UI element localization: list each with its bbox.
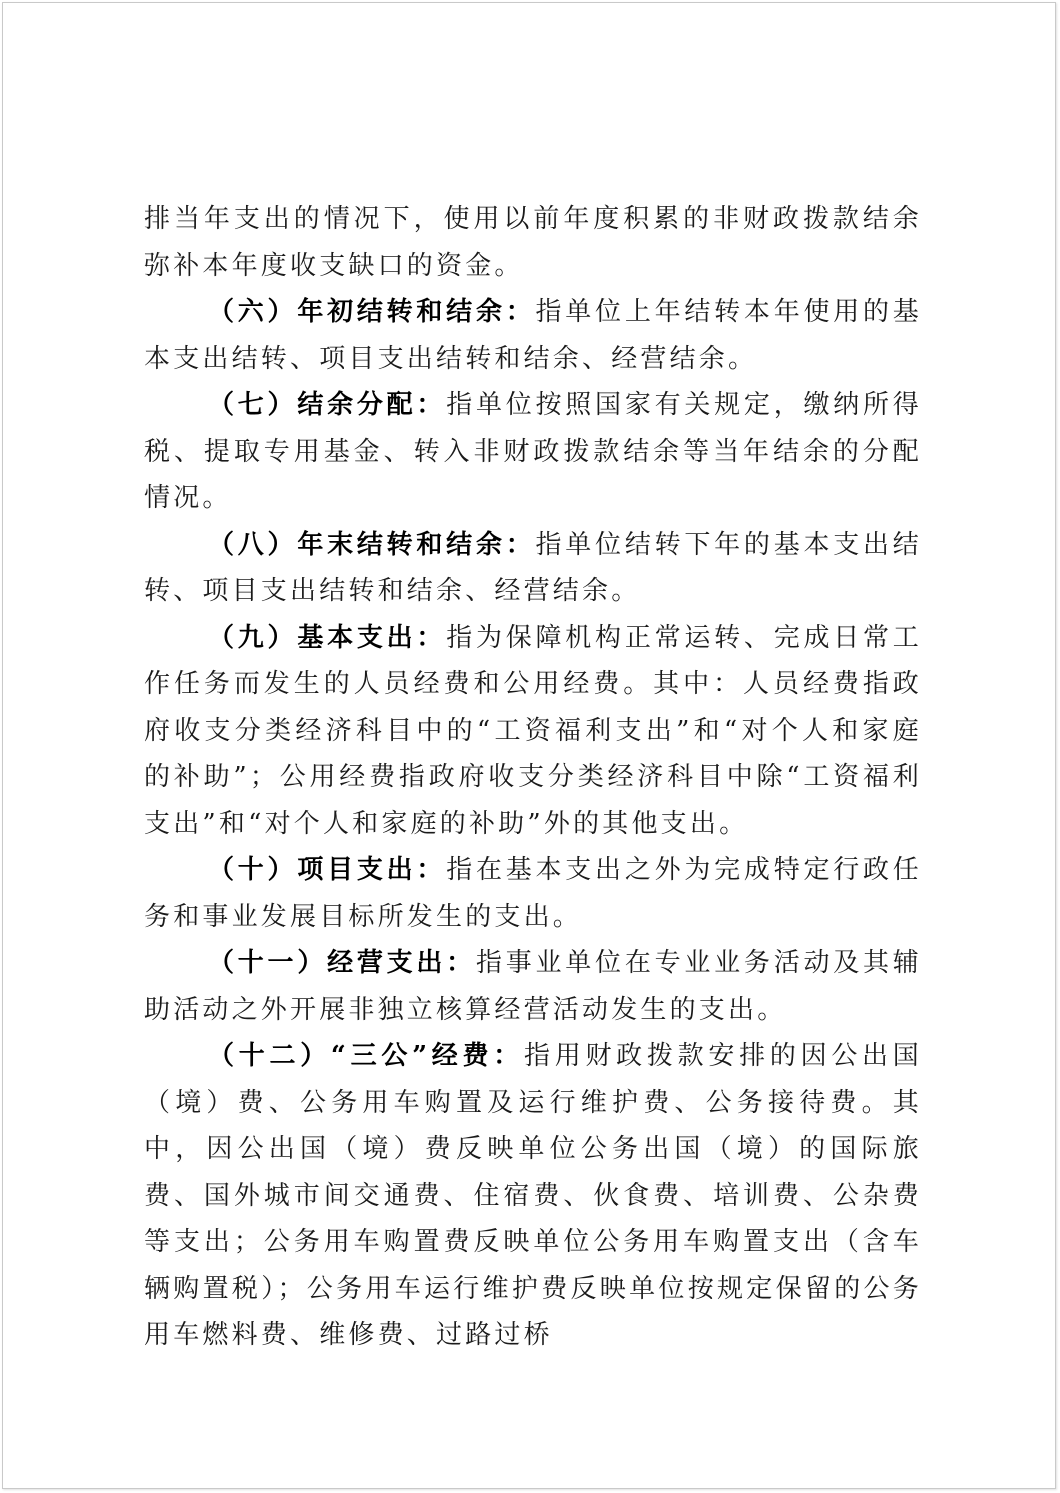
document-body [144,196,922,1359]
intro-text: 排当年支出的情况下，使用以前年度积累的非财政拨款结余弥补本年度收支缺口的资金。 [144,204,922,281]
intro-paragraph [144,196,922,289]
term-heading: （十）项目支出： [208,855,447,885]
paragraph-item-7 [144,382,922,522]
term-heading: （七）结余分配： [208,390,447,420]
term-definition: 指单位上年结转本年使用的基本支出结转、项目支出结转和结余、经营结余。 [144,297,922,374]
term-definition: 指单位按照国家有关规定，缴纳所得税、提取专用基金、转入非财政拨款结余等当年结余的分配情况。 [144,390,922,513]
term-definition: 指单位结转下年的基本支出结转、项目支出结转和结余、经营结余。 [144,529,922,606]
paragraph-item-10 [144,847,922,940]
paragraph-item-9 [144,615,922,848]
term-heading: （十二）“三公”经费： [208,1041,524,1071]
paragraph-item-12 [144,1033,922,1359]
term-definition: 指为保障机构正常运转、完成日常工作任务而发生的人员经费和公用经费。其中：人员经费指政府收支分类经济科目中的“工资福利支出”和“对个人和家庭的补助”；公用经费指政府收支分类经济科目中除“工资福利支出”和“对个人和家庭的补助”外的其他支出。 [144,622,922,839]
term-definition: 指用财政拨款安排的因公出国（境）费、公务用车购置及运行维护费、公务接待费。其中，因公出国（境）费反映单位公务出国（境）的国际旅费、国外城市间交通费、住宿费、伙食费、培训费、公杂费等支出；公务用车购置费反映单位公务用车购置支出（含车辆购置税）；公务用车运行维护费反映单位按规定保留的公务用车燃料费、维修费、过路过桥 [144,1041,922,1350]
paragraph-item-8 [144,522,922,615]
paragraph-item-6 [144,289,922,382]
term-heading: （八）年末结转和结余： [208,529,536,560]
term-heading: （六）年初结转和结余： [208,297,536,327]
term-definition: 指事业单位在专业业务活动及其辅助活动之外开展非独立核算经营活动发生的支出。 [144,948,922,1025]
term-heading: （十一）经营支出： [208,948,476,978]
term-heading: （九）基本支出： [208,622,447,653]
term-definition: 指在基本支出之外为完成特定行政任务和事业发展目标所发生的支出。 [144,855,922,932]
paragraph-item-11 [144,940,922,1033]
